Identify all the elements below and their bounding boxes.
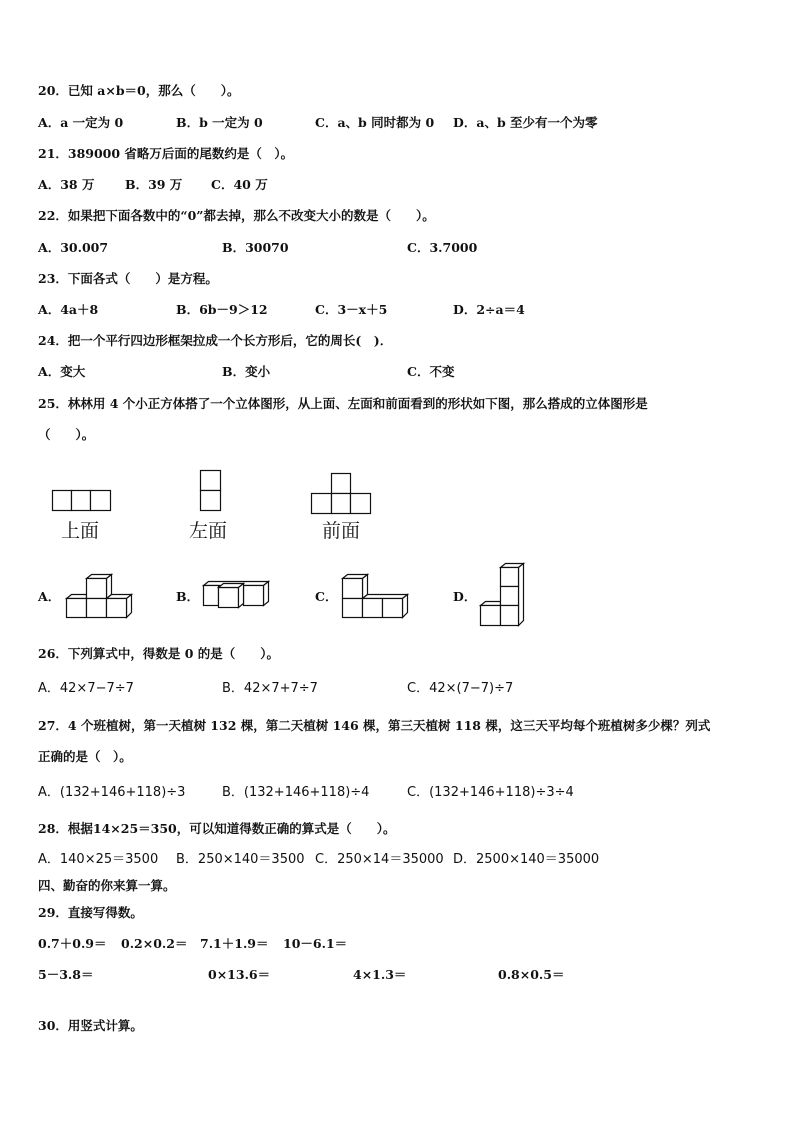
q20-option-c: C．a、b 同时都为 0: [315, 115, 435, 130]
q21-stem: 21．389000 省略万后面的尾数约是（ ）。: [38, 146, 294, 161]
q22-option-a: A．30.007: [38, 240, 109, 255]
q25-option-c-figure: [342, 574, 410, 619]
q29-item-4: 10－6.1＝: [283, 936, 348, 951]
q26-option-a: A．42×7−7÷7: [38, 681, 134, 696]
q25-option-c-letter: C．: [315, 589, 338, 604]
q28-option-a: A．140×25＝3500: [38, 852, 159, 867]
q20-option-d: D．a、b 至少有一个为零: [453, 115, 598, 130]
q27-option-c: C．(132+146+118)÷3÷4: [407, 785, 574, 800]
top-view-figure: [52, 490, 112, 512]
left-view-label: 左面: [189, 520, 228, 542]
q25-option-a-figure: [66, 574, 134, 619]
q30-stem: 30．用竖式计算。: [38, 1018, 143, 1033]
front-view-label: 前面: [322, 520, 361, 542]
q24-option-a: A．变大: [38, 364, 86, 379]
q27-stem-line2: 正确的是（ ）。: [38, 749, 132, 764]
q25-option-b-figure: [203, 581, 271, 609]
q26-option-c: C．42×(7−7)÷7: [407, 681, 514, 696]
q20-option-a: A．a 一定为 0: [38, 115, 124, 130]
q29-item-6: 0×13.6＝: [208, 967, 271, 982]
q25-option-a-letter: A．: [38, 589, 61, 604]
q26-option-b: B．42×7+7÷7: [222, 681, 318, 696]
q25-stem-line2: （ ）。: [38, 427, 95, 442]
q29-item-5: 5－3.8＝: [38, 967, 94, 982]
q21-option-c: C．40 万: [211, 177, 268, 192]
q28-option-b: B．250×140＝3500: [176, 852, 305, 867]
q22-option-c: C．3.7000: [407, 240, 478, 255]
q28-option-c: C．250×14＝35000: [315, 852, 444, 867]
q29-item-1: 0.7＋0.9＝: [38, 936, 107, 951]
front-view-figure: [311, 473, 373, 515]
q20-stem: 20．已知 a×b＝0，那么（ ）。: [38, 83, 240, 98]
q29-item-3: 7.1＋1.9＝: [200, 936, 269, 951]
q24-option-b: B．变小: [222, 364, 271, 379]
q25-option-d-figure: [480, 563, 526, 627]
q27-stem-line1: 27．4 个班植树，第一天植树 132 棵，第二天植树 146 棵，第三天植树 118 棵，这三天平均每个班植树多少棵？列式: [38, 718, 711, 733]
q27-option-a: A．(132+146+118)÷3: [38, 785, 186, 800]
q25-stem-line1: 25．林林用 4 个小正方体搭了一个立体图形，从上面、左面和前面看到的形状如下图，那么搭成的立体图形是: [38, 396, 648, 411]
q21-option-b: B．39 万: [125, 177, 183, 192]
q24-stem: 24．把一个平行四边形框架拉成一个长方形后，它的周长( )．: [38, 333, 393, 348]
q22-option-b: B．30070: [222, 240, 289, 255]
q25-option-d-letter: D．: [453, 589, 477, 604]
q21-option-a: A．38 万: [38, 177, 95, 192]
q29-item-7: 4×1.3＝: [353, 967, 407, 982]
left-view-figure: [200, 470, 222, 512]
q23-option-b: B．6b－9＞12: [176, 302, 268, 317]
q27-option-b: B．(132+146+118)÷4: [222, 785, 370, 800]
q28-option-d: D．2500×140＝35000: [453, 852, 600, 867]
q23-stem: 23．下面各式（ ）是方程。: [38, 271, 218, 286]
q28-stem: 28．根据14×25＝350，可以知道得数正确的算式是（ ）。: [38, 821, 396, 836]
q22-stem: 22．如果把下面各数中的“0”都去掉，那么不改变大小的数是（ ）。: [38, 208, 435, 223]
q23-option-c: C．3－x＋5: [315, 302, 388, 317]
q25-option-b-letter: B．: [176, 589, 200, 604]
q29-item-2: 0.2×0.2＝: [121, 936, 188, 951]
q24-option-c: C．不变: [407, 364, 455, 379]
q23-option-a: A．4a＋8: [38, 302, 99, 317]
section-4-title: 四、勤奋的你来算一算。: [38, 878, 176, 893]
q20-option-b: B．b 一定为 0: [176, 115, 263, 130]
q29-item-8: 0.8×0.5＝: [498, 967, 565, 982]
q29-stem: 29．直接写得数。: [38, 905, 143, 920]
top-view-label: 上面: [61, 520, 100, 542]
q23-option-d: D．2÷a＝4: [453, 302, 525, 317]
q26-stem: 26．下列算式中，得数是 0 的是（ ）。: [38, 646, 280, 661]
